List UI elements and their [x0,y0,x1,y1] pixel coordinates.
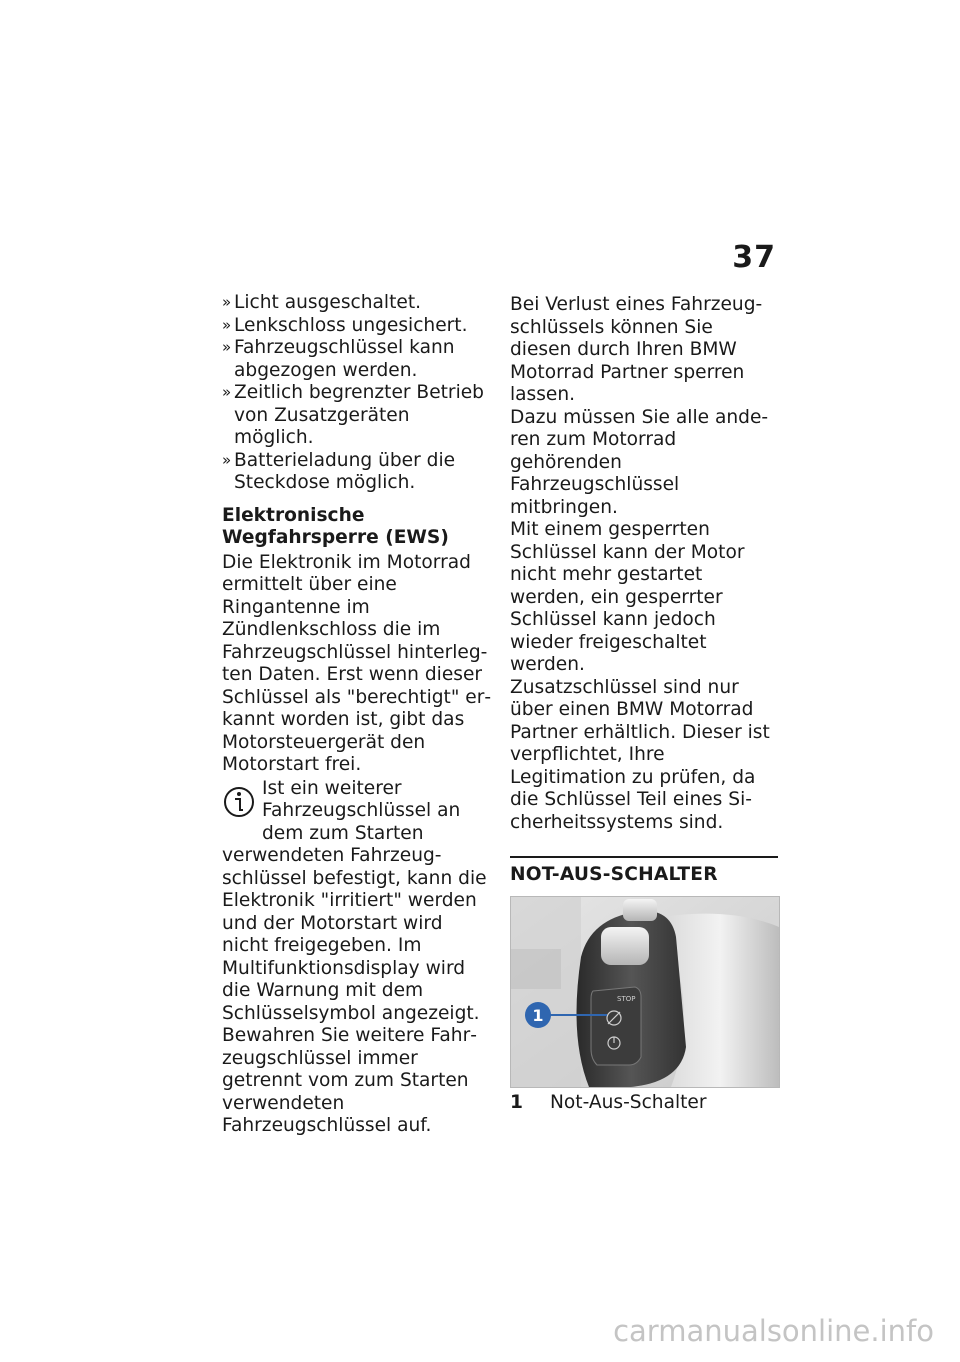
caption-number: 1 [510,1091,523,1113]
extra-keys-paragraph: Zusatzschlüssel sind nur über einen BMW Motorrad Partner erhältlich. Dieser ist verpflichtet, Ihre Legitimation zu prüfen, da die Schlüssel Teil eines Sicherheitssystems sind. [510,676,770,833]
status-list [222,292,494,495]
stop-label: STOP [617,994,636,1003]
caption-text: Not-Aus-Schalter [550,1091,707,1113]
watermark: carmanualsonline.info [613,1314,934,1348]
note-text: Ist ein weiterer Fahrzeugschlüssel an dem zum Starten verwendeten Fahrzeugschlüssel befestigt, kann die Elektronik "irritiert" werden und der Motorstart wird nicht freigegeben. Im Multifunktionsdisplay wird die Warnung mit dem Schlüsselsymbol angezeigt. [222,777,487,1024]
page-number: 37 [732,240,776,275]
bring-keys-paragraph: Dazu müssen Sie alle anderen zum Motorrad gehörenden Fahrzeugschlüssel mitbringen. [510,406,769,518]
info-icon [222,780,256,824]
list-item: » Batterieladung über die Steckdose möglich. [222,450,494,495]
keep-keys-paragraph: Bewahren Sie weitere Fahrzeugschlüssel immer getrennt vom zum Starten verwendeten Fahrzeugschlüssel auf. [222,1025,477,1136]
list-item: » Licht ausgeschaltet. [222,292,494,315]
left-column [222,292,494,1138]
figure-caption [510,1092,778,1115]
right-column [510,294,778,1114]
section-title: NOT-AUS-SCHALTER [510,864,718,885]
ews-paragraph: Die Elektronik im Motorrad ermittelt über eine Ringantenne im Zündlenkschloss die im Fahrzeugschlüssel hinterlegten Daten. Erst wenn dieser Schlüssel als "berechtigt" erkannt worden ist, gibt das Motorsteuergerät den Motorstart frei. [222,551,492,775]
section-divider [510,856,778,887]
info-note [222,778,494,1026]
list-item: » Fahrzeugschlüssel kann abgezogen werden. [222,337,494,382]
lost-key-paragraph: Bei Verlust eines Fahrzeugschlüssels können Sie diesen durch Ihren BMW Motorrad Partner sperren lassen. [510,294,763,405]
callout-number: 1 [532,1005,544,1025]
list-item: » Lenkschloss ungesichert. [222,315,494,338]
kill-switch-figure [510,896,780,1088]
ews-heading: Elektronische Wegfahrsperre (EWS) [222,504,449,548]
blocked-key-paragraph: Mit einem gesperrten Schlüssel kann der Motor nicht mehr gestartet werden, ein gesperrter Schlüssel kann jedoch wieder freigeschaltet werden. [510,519,745,675]
list-item: » Zeitlich begrenzter Betrieb von Zusatzgeräten möglich. [222,382,494,450]
handlebar-photo [511,897,779,1087]
